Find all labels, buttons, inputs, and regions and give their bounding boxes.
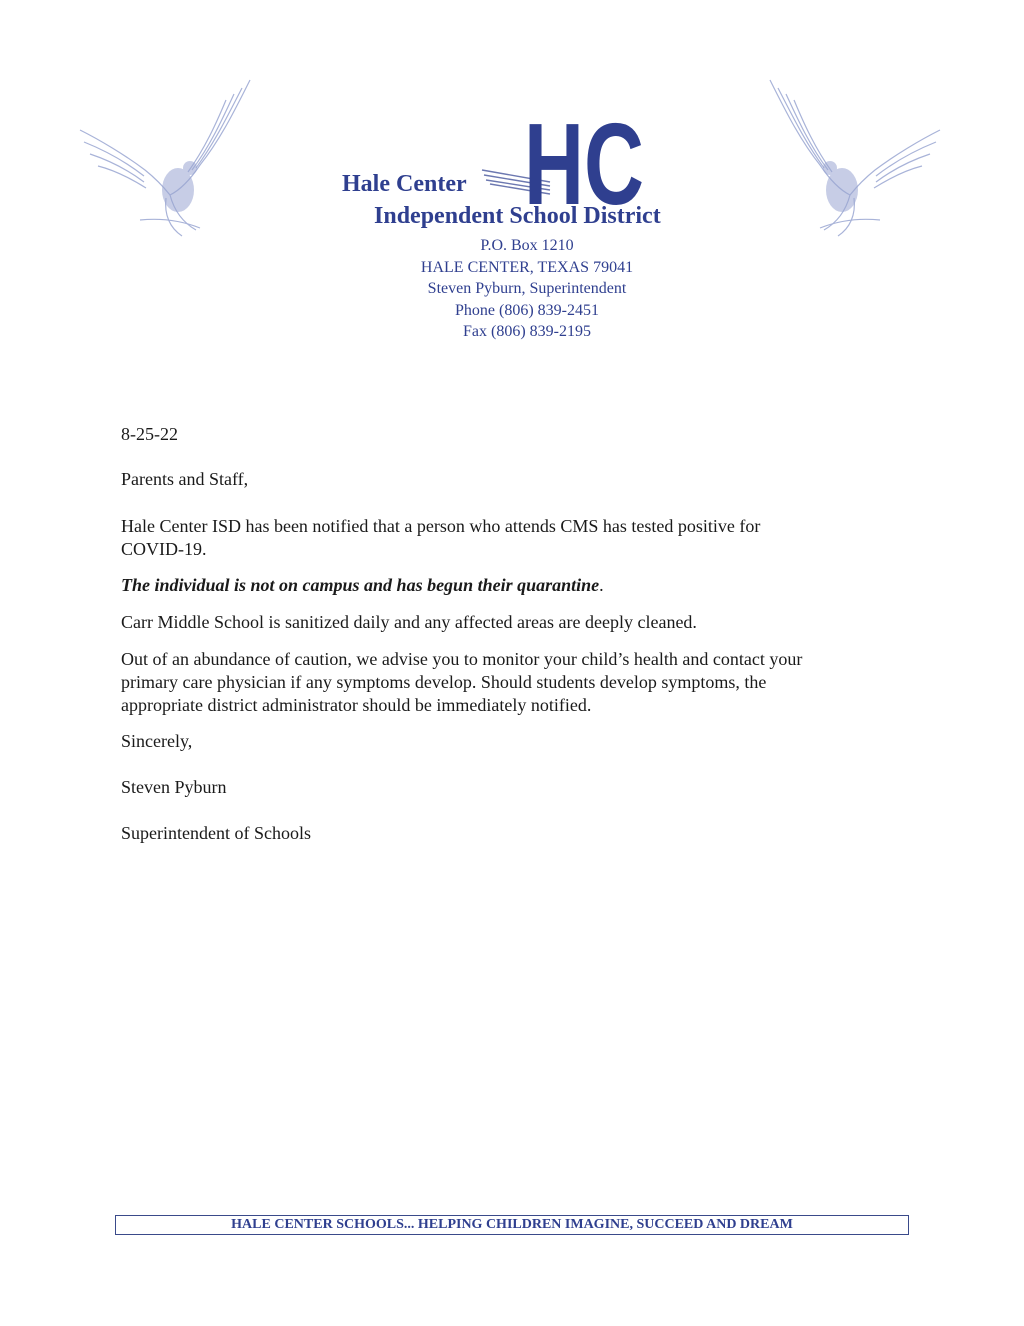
signer-title: Superintendent of Schools [121, 823, 311, 843]
superintendent-line: Steven Pyburn, Superintendent [427, 280, 627, 297]
para1-line1: Hale Center ISD has been notified that a person who attends CMS has tested positive for [121, 516, 761, 536]
hc-logo [480, 108, 650, 208]
para4-line3: appropriate district administrator should be immediately notified. [121, 695, 592, 715]
eagle-left-icon [70, 70, 260, 245]
eagle-right-icon [760, 70, 950, 245]
para2-emphasis: The individual is not on campus and has begun their quarantine [121, 575, 600, 595]
footer-motto: HALE CENTER SCHOOLS... HELPING CHILDREN IMAGINE, SUCCEED AND DREAM [231, 1217, 793, 1232]
hc-logo-letters: HC [524, 108, 644, 208]
po-box: P.O. Box 1210 [480, 237, 574, 254]
para3: Carr Middle School is sanitized daily and any affected areas are deeply cleaned. [121, 612, 697, 632]
city-state: HALE CENTER, TEXAS 79041 [420, 258, 634, 276]
contact-block [377, 235, 677, 343]
letter-date: 8-25-22 [121, 424, 178, 444]
para2-end: . [599, 575, 604, 595]
fax-line: Fax (806) 839-2195 [463, 323, 591, 340]
closing: Sincerely, [121, 731, 193, 751]
footer-motto-box [115, 1215, 909, 1235]
org-name-line2: Independent School District [374, 203, 661, 229]
phone-line: Phone (806) 839-2451 [455, 301, 599, 319]
para4-line2: primary care physician if any symptoms develop. Should students develop symptoms, the [121, 672, 767, 692]
salutation: Parents and Staff, [121, 469, 249, 489]
signer-name: Steven Pyburn [121, 777, 227, 797]
para2 [121, 574, 604, 597]
para1-line2: COVID-19. [121, 539, 207, 559]
org-name-line1: Hale Center [342, 171, 467, 197]
para4-line1: Out of an abundance of caution, we advise you to monitor your child’s health and contact your [121, 649, 803, 669]
